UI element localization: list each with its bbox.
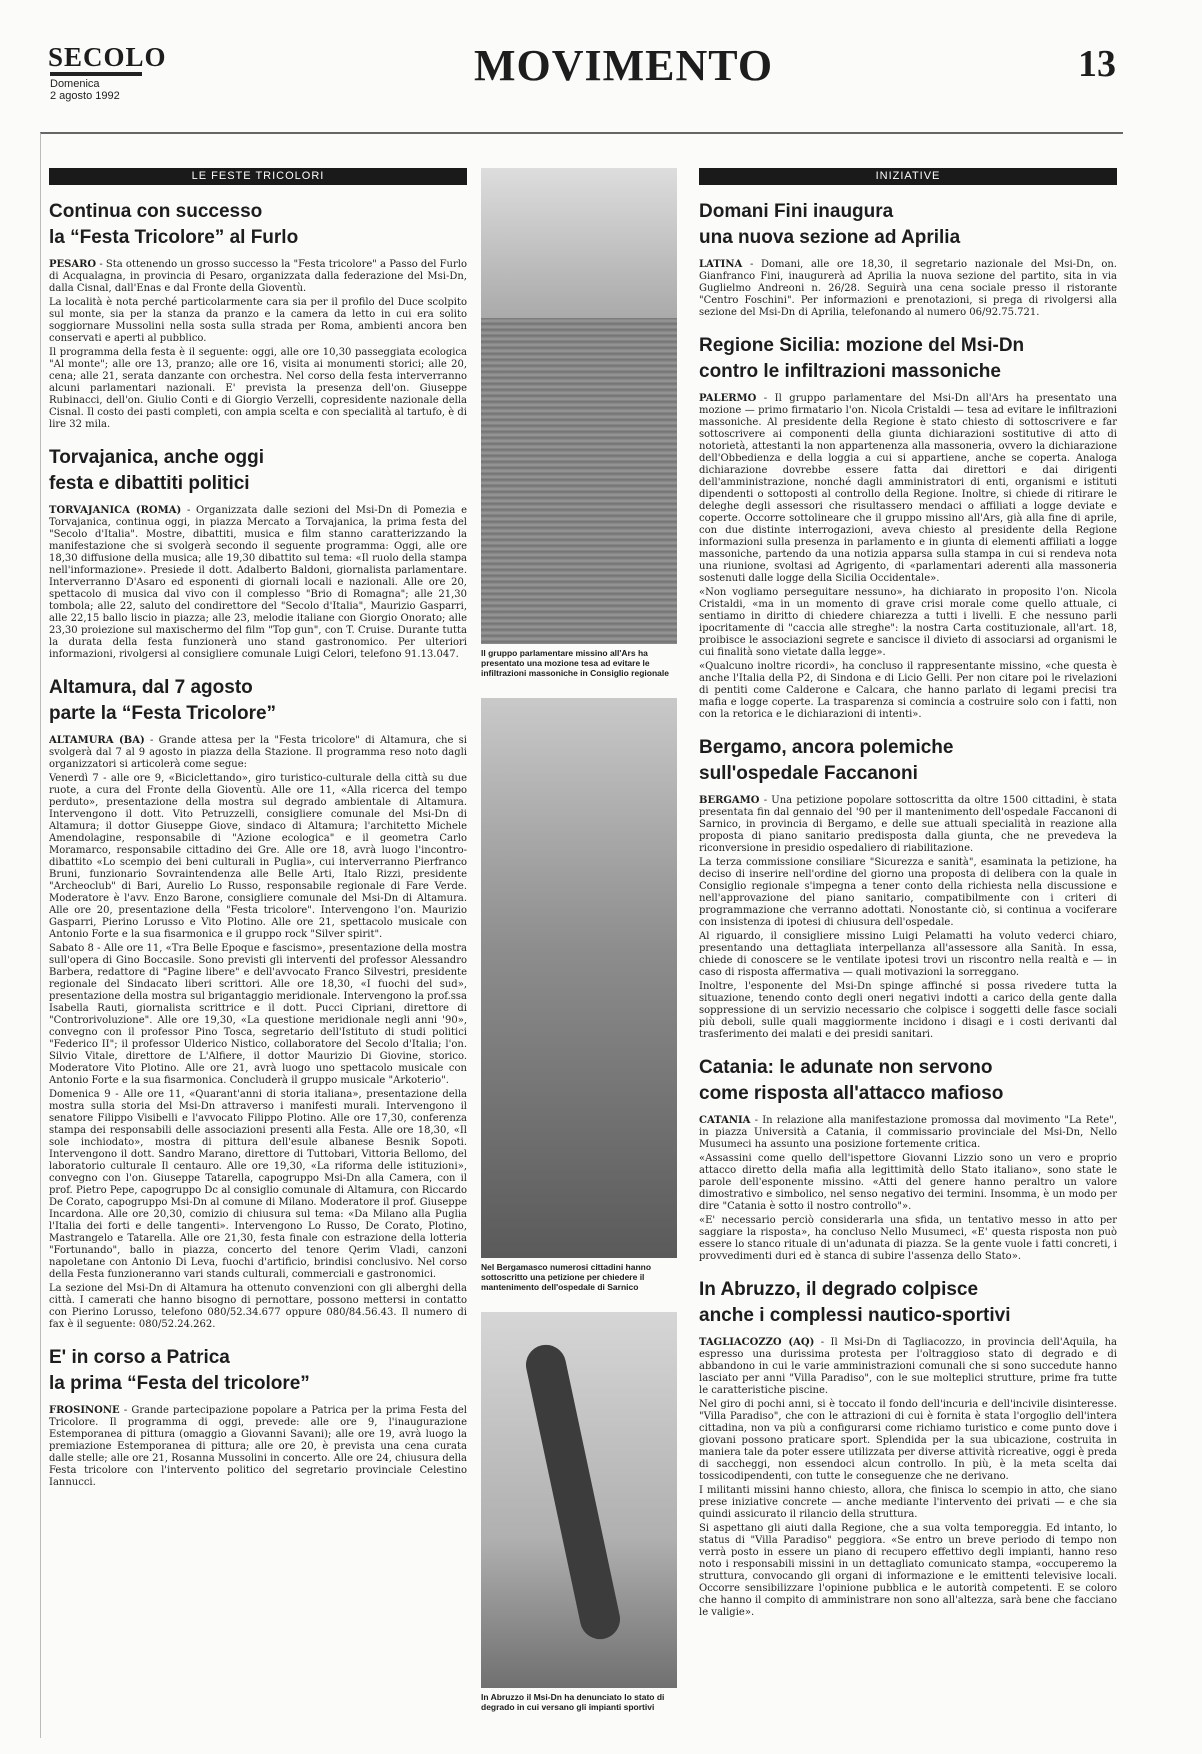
right-rubric: INIZIATIVE (699, 168, 1117, 185)
article-paragraph: La sezione del Msi-Dn di Altamura ha ottenuto convenzioni con gli alberghi della città. I camerati che hanno bisogno di pernottare, possono mettersi in contatto con Pierino Lorusso, telefono 080/52.34.677 oppure 080/84.56.43. Il numero di fax è il seguente: 080/52.24.262. (49, 1283, 467, 1330)
article-paragraph: «Qualcuno inoltre ricordi», ha concluso il rappresentante missino, «che questa è anche l'Italia della P2, di Sindona e di Licio Gelli. Per non citare poi le rivelazioni di pentiti come Calderone e Calcara, che hanno parlato di legami precisi tra mafia e logge coperte. La trasparenza si comincia a costruire solo con i fatti, non con la retorica e le dichiarazioni di intenti». (699, 661, 1117, 720)
article-paragraph: «E' necessario perciò considerarla una sfida, un tentativo messo in atto per saggiare la risposta», ha concluso Nello Musumeci, «E' questa risposta non può essere lo stanco rituale di un'adunata di piazza. Se la gente vuole i fatti concreti, i provvedimenti duri ed è stanca di subire l'assenza dello Stato». (699, 1215, 1117, 1262)
photo-sky (481, 168, 677, 318)
article-headline: Domani Fini inaugura una nuova sezione ad Aprilia (699, 201, 961, 248)
issue-date (50, 78, 120, 102)
article-paragraph: CATANIA - In relazione alla manifestazione promossa dal movimento "La Rete", in piazza Università a Catania, il commissario provinciale del Msi-Dn, Nello Musumeci ha assunto una posizione fortemente critica. (699, 1115, 1117, 1150)
left-column (49, 134, 467, 1491)
article-paragraph: TAGLIACOZZO (AQ) - Il Msi-Dn di Tagliacozzo, in provincia dell'Aquila, ha espresso una durissima protesta per l'oltraggioso stato di degrado e di abbandono in cui le varie amministrazioni comunali che si sono succedute hanno lasciato per anni "Villa Paradiso", con le sue molteplici strutture, prime fra tutte le caratteristiche piscine. (699, 1337, 1117, 1396)
article-paragraph: ALTAMURA (BA) - Grande attesa per la "Festa tricolore" di Altamura, che si svolgerà dal 7 al 9 agosto in piazza della Stazione. Il programma reso noto dagli organizzatori si articolerà come segue: (49, 735, 467, 770)
article-headline: In Abruzzo, il degrado colpisce anche i complessi nautico-sportivi (699, 1279, 1011, 1326)
article-paragraph: PESARO - Sta ottenendo un grosso successo la "Festa tricolore" a Passo del Furlo di Acqualagna, in provincia di Pesaro, organizzata dalla federazione del Msi-Dn, dalla Cisnal, dall'Enas e dal Fronte della Gioventù. (49, 259, 467, 294)
article-paragraph: Domenica 9 - Alle ore 11, «Quarant'anni di storia italiana», presentazione della mostra sulla storia del Msi-Dn attraverso i manifesti murali. Intervengono il senatore Filippo Visibelli e l'avvocato Filippo Plotino. Alle ore 17,30, conferenza stampa dei responsabili delle associazioni presenti alla Festa. Alle ore 18,30, «Il sole inchiodato», mostra di pittura dell'esule albanese Besnik Sopoti. Intervengono il dott. Sandro Marano, direttore di Tuttobari, Vittoria Bellomo, del laboratorio culturale Il centauro. Alle ore 19,30, «La riforma delle istituzioni», convegno con l'on. Giuseppe Tatarella, capogruppo Msi-Dn alla Camera, con il prof. Pietro Pepe, capogruppo Dc al consiglio comunale di Altamura, con Riccardo De Corato, capogruppo Msi-Dn al comune di Milano. Moderatore il prof. Giuseppe Incardona. Alle ore 20,30, comizio di chiusura sul tema: «Da Milano alla Puglia l'Italia dei forti e delle tangenti». Intervengono Lo Russo, De Corato, Plotino, Mastrangelo e Tatarella. Alle ore 21,30, festa finale con estrazione della lotteria "Fortunando", ballo in piazza, concerto del tenore Qerim Vladi, canzoni napoletane con Antonio Di Leva, fuochi d'artificio, brindisi conclusivo. Nel corso della Festa funzioneranno vari stands culturali, commerciali e gastronomici. (49, 1089, 467, 1280)
photo-caption: Il gruppo parlamentare missino all'Ars ha presentato una mozione tesa ad evitare le infiltrazioni massoniche in Consiglio regionale (481, 648, 669, 678)
photo-caption: In Abruzzo il Msi-Dn ha denunciato lo stato di degrado in cui versano gli impianti sportivi (481, 1692, 665, 1712)
article-catania (699, 1055, 1117, 1263)
section-title: MOVIMENTO (474, 41, 774, 90)
article-aprilia (699, 199, 1117, 319)
article-headline: Regione Sicilia: mozione del Msi-Dn contro le infiltrazioni massoniche (699, 335, 1025, 382)
dateline: CATANIA (699, 1115, 751, 1126)
article-paragraph: «Non vogliamo perseguitare nessuno», ha dichiarato in proposito l'on. Nicola Cristaldi, «ma in un momento di grave crisi morale come quello attuale, ci sentiamo in diritto di chiedere chiarezza a tutti i livelli. E che nessuno parli ipocritamente di "caccia alle streghe": la nostra Carta costituzionale, all'art. 18, proibisce le associazioni segrete e sancisce il divieto di associarsi ad organismi le cui finalità sono vietate dalla legge». (699, 587, 1117, 658)
article-headline: Torvajanica, anche oggi festa e dibattiti politici (49, 447, 265, 494)
article-headline: Continua con successo la “Festa Tricolore” al Furlo (49, 201, 299, 248)
article-furlo (49, 199, 467, 431)
dateline: TORVAJANICA (ROMA) (49, 505, 182, 516)
article-paragraph: Sabato 8 - Alle ore 11, «Tra Belle Epoque e fascismo», presentazione della mostra sull'opera di Gino Boccasile. Sono previsti gli interventi del professor Alessandro Barbera, redattore di "Pagine libere" e dell'avvocato Franco Silvestri, presidente regionale del Sindacato liberi scrittori. Alle ore 18,30, «I fuochi del sud», presentazione della mostra sul brigantaggio meridionale. Intervengono la prof.ssa Isabella Rauti, giornalista scrittrice e il dott. Pucci Cipriani, direttore di "Controrivoluzione". Alle ore 19,30, «La questione meridionale negli anni '90», convegno con il professor Pino Tosca, segretario dell'Istituto di studi politici "Federico II"; il professor Ulderico Nistico, collaboratore del Secolo d'Italia; l'on. Silvio Vitale, direttore de L'Alfiere, il dottor Maurizio Di Giovine, storico. Moderatore Vito Plotino. Alle ore 21, avrà luogo uno spettacolo musicale con Antonio Forte e la sua fisarmonica. Concluderà il gruppo musicale "Arkoterio". (49, 943, 467, 1086)
article-headline: Bergamo, ancora polemiche sull'ospedale Faccanoni (699, 737, 954, 784)
photo-vineyard (481, 168, 677, 644)
article-paragraph: TORVAJANICA (ROMA) - Organizzata dalle sezioni del Msi-Dn di Pomezia e Torvajanica, continua oggi, in piazza Mercato a Torvajanica, la prima festa del "Secolo d'Italia". Mostre, dibattiti, musica e film stanno caratterizzando la manifestazione che si svolgerà secondo il seguente programma: Oggi, alle ore 18,30 diffusione della musica; alle 19,30 dibattito sul tema: «Il ruolo della stampa nell'informazione». Presiede il dott. Adalberto Baldoni, giornalista parlamentare. Interverranno D'Asaro ed esponenti di giornali locali e nazionali. Alle ore 20, spettacolo di musica dal vivo con il complesso "Brio di Romagna"; alle 21,30 tombola; alle 22, saluto del condirettore del "Secolo d'Italia", Maurizio Gasparri, alle 22,15 ballo liscio in piazza; alle 23, melodie italiane con Giorgio Onorato; alle 23,30 proiezione sul maxischermo del film "Top gun", con T. Cruise. Durante tutta la durata della festa funzionerà uno stand gastronomico. Per ulteriori informazioni, rivolgersi al consigliere comunale Luigi Celori, telefono 91.13.047. (49, 505, 467, 660)
issue-day: Domenica (50, 78, 100, 90)
article-bergamo (699, 735, 1117, 1041)
article-torvajanica (49, 445, 467, 661)
article-paragraph: La terza commissione consiliare "Sicurezza e sanità", esaminata la petizione, ha deciso di inserire nell'ordine del giorno una proposta di delibera con la quale in Consiglio regionale s'impegna a tener conto della richiesta nella discussione e nell'approvazione del piano sanitario, compatibilmente con i criteri di programmazione che verranno adottati. Nonostante ciò, si continua a vociferare con insistenza di ipotesi di chiusura dell'ospedale. (699, 857, 1117, 928)
article-paragraph: «Assassini come quello dell'ispettore Giovanni Lizzio sono un vero e proprio attacco diretto della mafia alla legittimità dello Stato italiano», sono state le parole dell'esponente missino. «Atti del genere hanno peraltro un valore dimostrativo e simbolico, nel senso negativo dei termini. Insomma, è un modo per dire "Catania è sotto il nostro controllo"». (699, 1153, 1117, 1212)
dateline: BERGAMO (699, 795, 760, 806)
article-headline: Catania: le adunate non servono come risposta all'attacco mafioso (699, 1057, 1004, 1104)
dateline: PALERMO (699, 393, 757, 404)
article-patrica (49, 1345, 467, 1489)
dateline: ALTAMURA (BA) (49, 735, 145, 746)
dateline: FROSINONE (49, 1405, 120, 1416)
article-paragraph: Il programma della festa è il seguente: oggi, alle ore 10,30 passeggiata ecologica "Al monte"; alle ore 13, pranzo; alle ore 16, visita ai monumenti storici; alle 20, cena; alle 21, serata danzante con orchestra. Nel corso della festa interverranno alcuni parlamentari nazionali. E' prevista la presenza dell'on. Giuseppe Rubinacci, dell'on. Giulio Conti e di Giorgio Verzelli, copresidente nazionale della Cisnal. Il costo dei pasti completi, con ampia scelta e con specialità al tartufo, è di lire 32 mila. (49, 347, 467, 430)
article-headline: E' in corso a Patrica la prima “Festa del tricolore” (49, 1347, 310, 1394)
newspaper-name: SECOLO (48, 42, 167, 72)
masthead (44, 38, 1124, 108)
article-paragraph: BERGAMO - Una petizione popolare sottoscritta da oltre 1500 cittadini, è stata presentata fin dal gennaio del '90 per il mantenimento dell'ospedale Faccanoni di Sarnico, in provincia di Bergamo, e delle sue attuali specialità in reazione alla proposta di piano sanitario predisposta dalla giunta, che ne prevedeva la riconversione in presidio ospedaliero di riabilitazione. (699, 795, 1117, 854)
photo-hospital (481, 698, 677, 1258)
dateline: LATINA (699, 259, 743, 270)
article-paragraph: PALERMO - Il gruppo parlamentare del Msi-Dn all'Ars ha presentato una mozione — primo firmatario l'on. Nicola Cristaldi — tesa ad evitare le infiltrazioni massoniche. Al presidente della Regione è stato chiesto di sottoscrivere e far sottoscrivere ai componenti della giunta dichiarazioni sostitutive di atto di notorietà, attestanti la non appartenenza alla massoneria, ovvero la dichiarazione dell'Obbedienza e della loggia a cui si appartiene, anche se coperta. Analoga dichiarazione dovrebbe essere fatta dai direttori e dai dirigenti dell'amministrazione, nonché dagli amministratori di enti, organismi e istituti dipendenti o sottoposti al controllo della Regione. Inoltre, si chiede di ritirare le deleghe degli assessori che risultassero mendaci o affiliati a logge deviate e coperte. Occorre sottolineare che il gruppo missino all'Ars, già alla fine di aprile, con due distinte interrogazioni, aveva chiesto al presidente della Regione informazioni sulla presenza in parlamento e in giunta di elementi affiliati a logge massoniche, partendo da una notizia apparsa sulla stampa in cui si rendeva nota una riunione, svoltasi ad Agrigento, di «parlamentari aderenti alla massoneria sostenuti dalle logge della Sicilia Occidentale». (699, 393, 1117, 584)
article-paragraph: Al riguardo, il consigliere missino Luigi Pelamatti ha voluto vederci chiaro, presentando una dettagliata interpellanza all'assessore alla Sanità. In essa, chiede di conoscere se le ventilate ipotesi trovi un riscontro nella realtà e — in caso di risposta affermativa — quali motivazioni la sorreggano. (699, 931, 1117, 978)
article-headline: Altamura, dal 7 agosto parte la “Festa Tricolore” (49, 677, 277, 724)
left-rubric: LE FESTE TRICOLORI (49, 168, 467, 185)
right-column (699, 134, 1117, 1621)
article-paragraph: FROSINONE - Grande partecipazione popolare a Patrica per la prima Festa del Tricolore. Il programma di oggi, prevede: alle ore 9, l'inaugurazione Estemporanea di pittura (omaggio a Giovanni Savani); alle ore 19, avrà luogo la premiazione Estemporanea di pittura; alle ore 20, è prevista una cena curata dalle stelle; alle ore 21, Rosanna Mussolini in concerto. Alle ore 24, chiusura della Festa tricolore con l'intervento politico del segretario provinciale Celestino Iannucci. (49, 1405, 467, 1488)
article-paragraph: LATINA - Domani, alle ore 18,30, il segretario nazionale del Msi-Dn, on. Gianfranco Fini, inaugurerà ad Aprilia la nuova sezione del partito, sita in via Guglielmo Andreoni n. 26/28. Seguirà una cena sociale presso il ristorante "Centro Foschini". Per informazioni e prenotazioni, si prega di rivolgersi alla sezione del Msi-Dn di Aprilia, telefonando al numero 06/92.75.721. (699, 259, 1117, 318)
dateline: PESARO (49, 259, 97, 270)
masthead-rule (50, 72, 142, 76)
article-paragraph: Nel giro di pochi anni, si è toccato il fondo dell'incuria e dell'incivile disinteresse. "Villa Paradiso", che con le attrazioni di cui è fornita è stata l'orgoglio dell'intera cittadina, non va più a configurarsi come richiamo turistico e come punto dove i giovani possono praticare sport. Splendida per la sua ubicazione, costruita in maniera tale da poter essere utilizzata per diverse attività ricreative, oggi è preda di saccheggi, non essendoci alcun controllo. In più, è la meta scelta dai tossicodipendenti, con tutte le conseguenze che ne derivano. (699, 1399, 1117, 1482)
article-paragraph: Si aspettano gli aiuti dalla Regione, che a sua volta temporeggia. Ed intanto, lo status di "Villa Paradiso" peggiora. «Se entro un breve periodo di tempo non verrà posto in essere un piano di recupero effettivo degli impianti, hanno reso noto i responsabili missini in un dettagliato comunicato stampa, «occuperemo la struttura, convocando gli organi di informazione e le emittenti televisive locali. Occorre sensibilizzare l'opinione pubblica e le autorità competenti. E se coloro che hanno il compito di amministrare non sono all'altezza, sarà bene che facciano le valigie». (699, 1523, 1117, 1618)
diver-figure (522, 1341, 623, 1643)
article-paragraph: Inoltre, l'esponente del Msi-Dn spinge affinché si possa rivedere tutta la situazione, tenendo conto degli oneri negativi indotti a carico della gente dalla soppressione di un servizio necessario che colpisce i soggetti delle fasce sociali più deboli, sulle quali maggiormente incidono i disagi e i costi derivanti dal trasferimento dei malati e dei presidi sanitari. (699, 981, 1117, 1040)
article-abruzzo (699, 1277, 1117, 1619)
photo-caption: Nel Bergamasco numerosi cittadini hanno sottoscritto una petizione per chiedere il mantenimento dell'ospedale di Sarnico (481, 1262, 652, 1292)
photo-diver (481, 1312, 677, 1688)
article-paragraph: Venerdì 7 - alle ore 9, «Biciclettando», giro turistico-culturale della città su due ruote, a cura del Fronte della Gioventù. Alle ore 11, «Alla ricerca del tempo perduto», presentazione della mostra sul degrado ambientale di Altamura. Intervengono il dott. Vito Petruzzelli, consigliere comunale del Msi-Dn di Altamura; il dottor Giuseppe Giove, sindaco di Altamura; l'architetto Michele Amendolagine, responsabile di "Azione ecologica" e il geometra Carlo Moramarco, responsabile cittadino dei Gre. Alle ore 18, avrà luogo l'incontro-dibattito «Lo scempio dei beni culturali in Puglia», cui interverranno Pierfranco Bruni, funzionario Sovraintendenza alle Belle Arti, Italo Rizzi, presidente "Archeoclub" di Bari, Aurelio Lo Russo, responsabile regionale di Fare Verde. Moderatore è l'avv. Enzo Barone, consigliere comunale del Msi-Dn di Altamura. Alle ore 20, presentazione della "Festa tricolore". Intervengono l'on. Maurizio Gasparri, Pierino Lorusso e Vito Plotino. Alle ore 21, spettacolo musicale con Antonio Forte e la sua fisarmonica e il gruppo rock "Silver spirit". (49, 773, 467, 940)
page-body (40, 132, 1123, 1738)
issue-full-date: 2 agosto 1992 (50, 90, 120, 102)
photo-column (481, 134, 677, 1738)
dateline: TAGLIACOZZO (AQ) (699, 1337, 815, 1348)
article-altamura (49, 675, 467, 1331)
article-paragraph: I militanti missini hanno chiesto, allora, che finisca lo scempio in atto, che siano prese iniziative concrete — anche mediante l'intervento dei privati — e che sia quindi assicurato il rilancio della struttura. (699, 1485, 1117, 1520)
page-number: 13 (1078, 43, 1116, 85)
article-paragraph: La località è nota perché particolarmente cara sia per il profilo del Duce scolpito sul monte, sia per la stanza da pranzo e la camera da letto in cui era solito soggiornare Mussolini nella sosta sulla strada per Roma, ambienti ancora ben conservati e aperti al pubblico. (49, 297, 467, 344)
article-sicilia (699, 333, 1117, 721)
